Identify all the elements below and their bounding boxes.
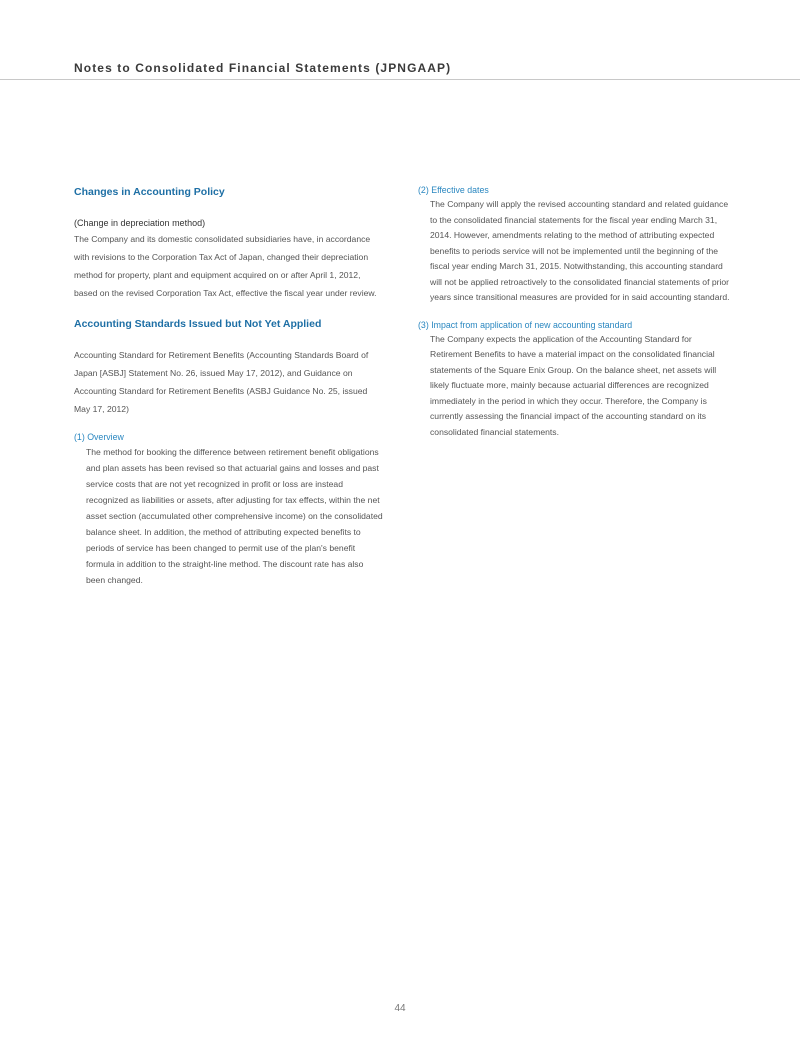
page-header-title: Notes to Consolidated Financial Statements (JPNGAAP) <box>74 61 452 75</box>
right-column <box>418 183 730 440</box>
impact-heading: (3) Impact from application of new accounting standard <box>418 319 633 330</box>
effective-dates-heading: (2) Effective dates <box>418 185 489 195</box>
overview-paragraph: The method for booking the difference between retirement benefit obligations and plan assets has been revised so that actuarial gains and losses and past service costs that are not yet recognized in profit or loss are instead recognized as liabilities or assets, after adjusting for tax effects, within the net asset section (accumulated other comprehensive income) on the consolidated balance sheet. In addition, the method of attributing expected benefits to periods of service has been changed to permit use of the plan's benefit formula in addition to the straight-line method. The discount rate has also been changed. <box>86 447 383 585</box>
standards-intro-paragraph: Accounting Standard for Retirement Benefits (Accounting Standards Board of Japan [ASBJ] Statement No. 26, issued May 17, 2012), and Guidance on Accounting Standard for Retirement Benefits (ASBJ Guidance No. 25, issued May 17, 2012) <box>74 350 369 414</box>
overview-heading: (1) Overview <box>74 432 124 442</box>
depreciation-paragraph: The Company and its domestic consolidated subsidiaries have, in accordance with revisions to the Corporation Tax Act of Japan, changed their depreciation method for property, plant and equipment acquired on or after April 1, 2012, based on the revised Corporation Tax Act, effective the fiscal year under review. <box>74 234 377 298</box>
header-divider <box>0 79 800 80</box>
accounting-policy-heading: Changes in Accounting Policy <box>74 186 225 198</box>
standards-not-applied-heading: Accounting Standards Issued but Not Yet Applied <box>74 318 322 330</box>
left-column <box>74 183 384 588</box>
effective-dates-paragraph: The Company will apply the revised accounting standard and related guidance to the consolidated financial statements for the fiscal year ending March 31, 2014. However, amendments relating to the method of attributing expected benefits to periods service will not be implemented until the beginning of the fiscal year ending March 31, 2015. Notwithstanding, this accounting standard will not be applied retroactively to the consolidated financial statements of prior years since transitional measures are provided for in said accounting standard. <box>430 199 730 302</box>
depreciation-heading: (Change in depreciation method) <box>74 218 206 228</box>
page-number: 44 <box>394 1003 406 1014</box>
impact-paragraph: The Company expects the application of the Accounting Standard for Retirement Benefits to have a material impact on the consolidated financial statements of the Square Enix Group. On the balance sheet, net assets will likely fluctuate more, mainly because actuarial differences are recognized immediately in the period in which they occur. Therefore, the Company is currently assessing the financial impact of the accounting standard on its consolidated financial statements. <box>430 333 717 437</box>
